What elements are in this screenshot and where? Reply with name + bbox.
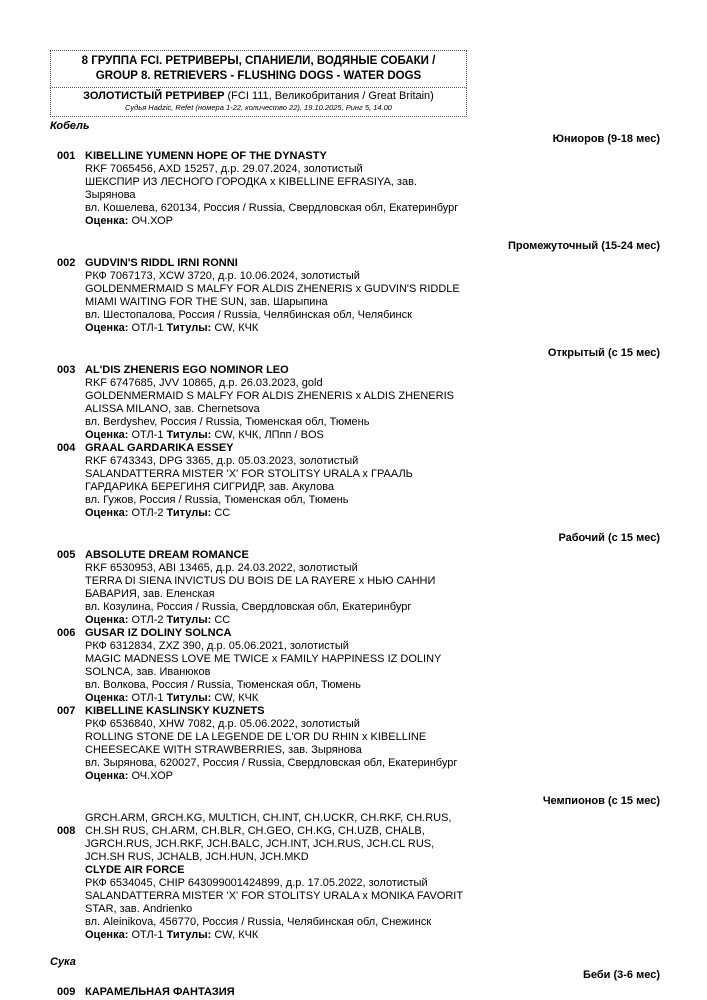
breed-header [50,88,467,117]
score-value: ОТЛ-1 [131,692,164,704]
entry-number: 005 [57,549,76,561]
titles-label: Титулы: [166,929,212,941]
titles-label: Титулы: [166,692,212,704]
entry-body [85,705,660,783]
entry-body [85,812,660,942]
entry-detail-line: RKF 6743343, DPG 3365, д.р. 05.03.2023, золотистый [85,455,359,467]
titles-value: CW, КЧК [214,692,259,704]
titles-label: Титулы: [166,429,212,441]
breed-info: (FCI 111, Великобритания / Great Britain) [227,90,434,102]
entry-detail-line: MAGIC MADNESS LOVE ME TWICE x FAMILY HAPPINESS IZ DOLINY [85,653,442,665]
score-value: ОТЛ-2 [131,614,164,626]
class-header: Юниоров (9-18 мес) [552,133,660,145]
entry-detail-line: STAR, зав. Andrienko [85,903,193,915]
catalog-entry [50,364,660,442]
entry-body [85,986,660,999]
entry-number: 002 [57,257,76,269]
catalog-entry [50,257,660,335]
score-line [85,692,660,705]
class-header: Открытый (с 15 мес) [547,347,660,359]
entry-detail-line: RKF 6530953, ABI 13465, д.р. 24.03.2022, золотистый [85,562,358,574]
catalog-entry [50,549,660,627]
score-value: ОЧ.ХОР [131,215,174,227]
breed-name: ЗОЛОТИСТЫЙ РЕТРИВЕР [83,90,225,102]
score-label: Оценка: [85,614,129,626]
catalog-entry [50,442,660,520]
score-label: Оценка: [85,429,129,441]
dog-name: GUDVIN'S RIDDL IRNI RONNI [85,257,238,269]
dog-name: GRAAL GARDARIKA ESSEY [85,442,234,454]
catalog-entry [50,150,660,228]
judge-line: Судья Hadzic, Refet (номера 1-22, количество 22), 19.10.2025, Ринг 5, 14.00 [125,103,392,112]
entry-detail-line: ГАРДАРИКА БЕРЕГИНЯ СИГРИДР, зав. Акулова [85,481,335,493]
entry-detail-line: вл. Berdyshev, Россия / Russia, Тюменская обл, Тюмень [85,416,370,428]
titles-value: СС [214,507,231,519]
score-line [85,770,660,783]
score-value: ОТЛ-2 [131,507,164,519]
score-value: ОЧ.ХОР [131,770,174,782]
class-header: Рабочий (с 15 мес) [558,532,660,544]
entry-body [85,627,660,705]
score-label: Оценка: [85,692,129,704]
group-title [50,50,467,88]
entry-titles-line: CH.SH RUS, CH.ARM, CH.BLR, CH.GEO, CH.KG, CH.UZB, CHALB, [85,825,425,837]
entry-detail-line: MIAMI WAITING FOR THE SUN, зав. Шарыпина [85,296,328,308]
entry-detail-line: вл. Кошелева, 620134, Россия / Russia, Свердловская обл, Екатеринбург [85,202,459,214]
entry-detail-line: RKF 6747685, JVV 10865, д.р. 26.03.2023, gold [85,377,323,389]
entry-detail-line: ALISSA MILANO, зав. Chernetsova [85,403,260,415]
entry-body [85,442,660,520]
dog-name: KIBELLINE YUMENN HOPE OF THE DYNASTY [85,150,327,162]
entry-detail-line: SALANDATTERRA MISTER 'X' FOR STOLITSY URALA x MONIKA FAVORIT [85,890,464,902]
class-header: Промежуточный (15-24 мес) [507,240,660,252]
entry-detail-line: SOLNCA, зав. Иванюков [85,666,211,678]
entry-number: 006 [57,627,76,639]
entry-detail-line: вл. Козулина, Россия / Russia, Свердловская обл, Екатеринбург [85,601,412,613]
entry-body [85,150,660,228]
score-value: ОТЛ-1 [131,929,164,941]
titles-label: Титулы: [166,507,212,519]
entry-detail-line: GOLDENMERMAID S MALFY FOR ALDIS ZHENERIS x ALDIS ZHENERIS [85,390,454,402]
dog-name: ABSOLUTE DREAM ROMANCE [85,549,249,561]
entry-detail-line: Зырянова [85,189,136,201]
entry-detail-line: вл. Зырянова, 620027, Россия / Russia, Свердловская обл, Екатеринбург [85,757,458,769]
score-label: Оценка: [85,215,129,227]
entry-detail-line: GOLDENMERMAID S MALFY FOR ALDIS ZHENERIS x GUDVIN'S RIDDLE [85,283,460,295]
sex-header: Сука [50,956,76,968]
class-header: Чемпионов (с 15 мес) [542,795,660,807]
entry-detail-line: SALANDATTERRA MISTER 'X' FOR STOLITSY URALA x ГРААЛЬ [85,468,413,480]
dog-name: КАРАМЕЛЬНАЯ ФАНТАЗИЯ [85,986,235,998]
dog-name: GUSAR IZ DOLINY SOLNCA [85,627,232,639]
score-label: Оценка: [85,929,129,941]
entry-detail-line: РКФ 6534045, CHIP 643099001424899, д.р. 17.05.2022, золотистый [85,877,428,889]
group-title-line1: 8 ГРУППА FCI. РЕТРИВЕРЫ, СПАНИЕЛИ, ВОДЯНЫЕ СОБАКИ / [81,55,436,67]
entry-number: 004 [57,442,76,454]
entry-detail-line: ROLLING STONE DE LA LEGENDE DE L'OR DU RHIN x KIBELLINE [85,731,427,743]
entry-titles-line: JGRCH.RUS, JCH.RKF, JCH.BALC, JCH.INT, JCH.RUS, JCH.CL RUS, [85,838,435,850]
titles-value: СС [214,614,231,626]
entry-body [85,257,660,335]
entry-body [85,549,660,627]
catalog-entry [50,986,660,999]
dog-name: CLYDE AIR FORCE [85,864,185,876]
entry-detail-line: CHEESECAKE WITH STRAWBERRIES, зав. Зырянова [85,744,362,756]
entry-detail-line: РКФ 7067173, XCW 3720, д.р. 10.06.2024, золотистый [85,270,360,282]
dog-name: AL'DIS ZHENERIS EGO NOMINOR LEO [85,364,289,376]
class-header: Беби (3-6 мес) [583,969,660,981]
score-label: Оценка: [85,507,129,519]
entry-detail-line: вл. Aleinikova, 456770, Россия / Russia, Челябинская обл, Снежинск [85,916,432,928]
titles-value: CW, КЧК [214,322,259,334]
entry-detail-line: РКФ 6536840, XHW 7082, д.р. 05.06.2022, золотистый [85,718,360,730]
entry-detail-line: TERRA DI SIENA INVICTUS DU BOIS DE LA RAYERE x НЬЮ САННИ [85,575,436,587]
titles-label: Титулы: [166,614,212,626]
entry-number: 007 [57,705,76,717]
score-line [85,929,660,942]
entry-detail-line: вл. Гужов, Россия / Russia, Тюменская обл, Тюмень [85,494,349,506]
entry-body [85,364,660,442]
entry-detail-line: ШЕКСПИР ИЗ ЛЕСНОГО ГОРОДКА x KIBELLINE EFRASIYA, зав. [85,176,417,188]
dog-name: KIBELLINE KASLINSKY KUZNETS [85,705,265,717]
group-header-box [50,50,467,117]
titles-value: CW, КЧК [214,929,259,941]
score-line [85,429,660,442]
entry-number: 009 [57,986,76,998]
score-value: ОТЛ-1 [131,429,164,441]
score-line [85,614,660,627]
entry-detail-line: РКФ 6312834, ZXZ 390, д.р. 05.06.2021, золотистый [85,640,349,652]
entry-detail-line: RKF 7065456, AXD 15257, д.р. 29.07.2024, золотистый [85,163,363,175]
group-title-line2: GROUP 8. RETRIEVERS - FLUSHING DOGS - WATER DOGS [95,70,422,82]
entry-detail-line: вл. Шестопалова, Россия / Russia, Челябинская обл, Челябинск [85,309,412,321]
score-value: ОТЛ-1 [131,322,164,334]
titles-label: Титулы: [166,322,212,334]
score-line [85,215,660,228]
entry-number: 003 [57,364,76,376]
entry-titles-line: GRCH.ARM, GRCH.KG, MULTICH, CH.INT, CH.UCKR, CH.RKF, CH.RUS, [85,812,452,824]
score-line [85,507,660,520]
entry-number: 001 [57,150,76,162]
entry-detail-line: БАВАРИЯ, зав. Еленская [85,588,215,600]
entry-number: 008 [57,825,76,837]
catalog-body [50,120,660,999]
score-line [85,322,660,335]
entry-detail-line: вл. Волкова, Россия / Russia, Тюменская обл, Тюмень [85,679,361,691]
titles-value: CW, КЧК, ЛПпп / BOS [214,429,324,441]
sex-header: Кобель [50,120,90,132]
score-label: Оценка: [85,770,129,782]
catalog-entry [50,627,660,705]
catalog-entry [50,705,660,783]
catalog-entry [50,812,660,942]
score-label: Оценка: [85,322,129,334]
entry-titles-line: JCH.SH RUS, JCHALB, JCH.HUN, JCH.MKD [85,851,309,863]
breed-title-line [53,90,464,103]
